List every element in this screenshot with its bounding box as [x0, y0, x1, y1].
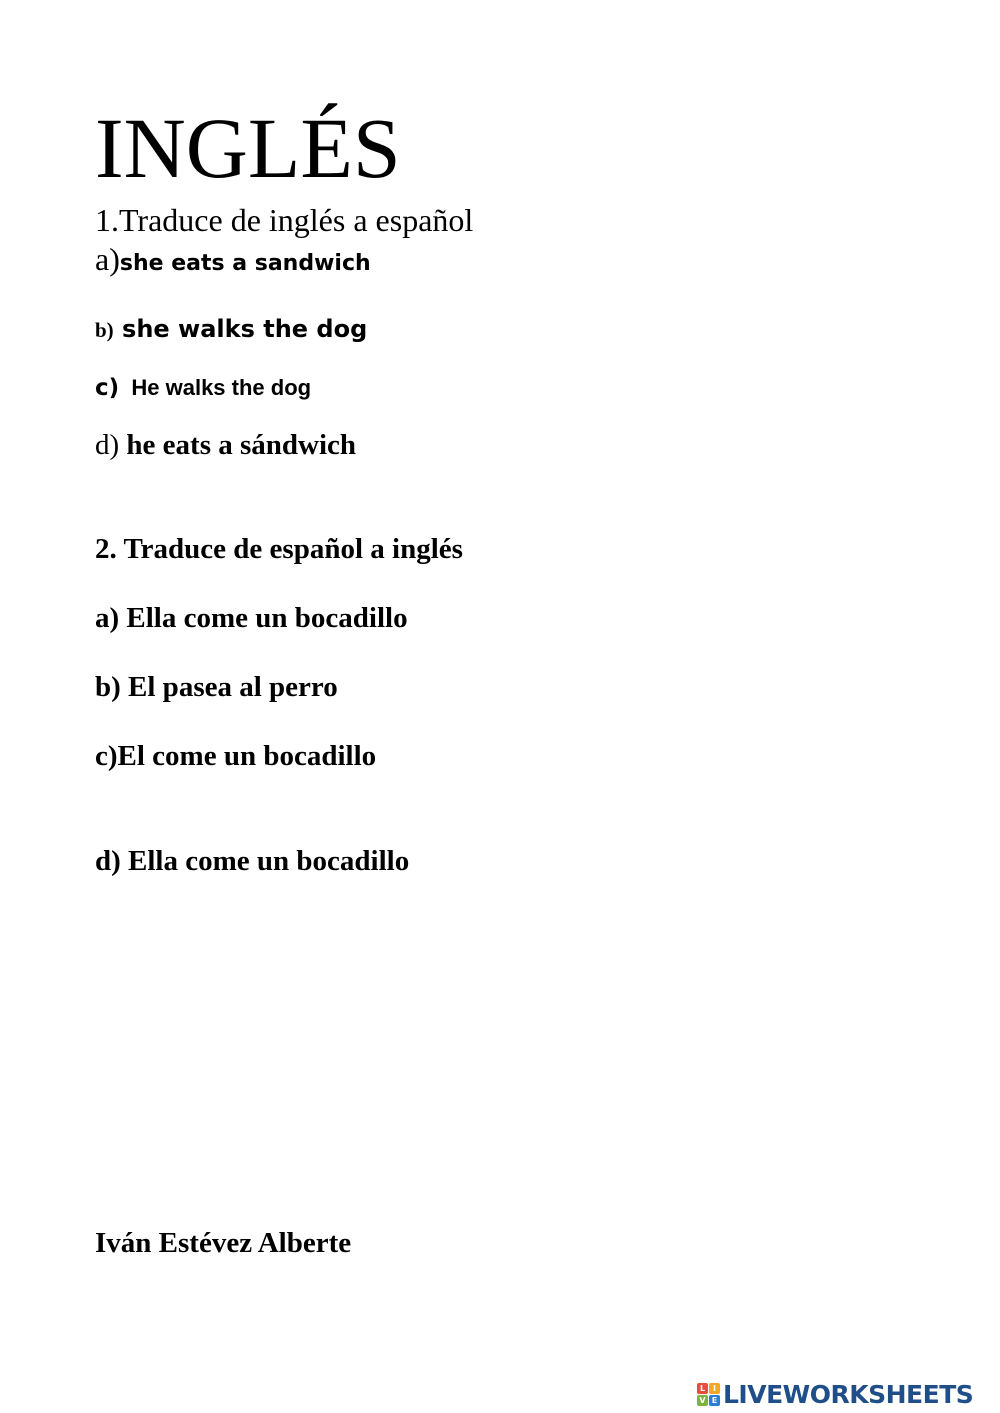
- section1-item-d: [95, 428, 356, 467]
- section1-item-b: [95, 313, 367, 349]
- logo-letter-e: E: [709, 1395, 720, 1406]
- section2-item-d: d) Ella come un bocadillo: [95, 845, 410, 877]
- item-label: a): [95, 241, 120, 277]
- section2-item-a: a) Ella come un bocadillo: [95, 602, 408, 634]
- item-text: she walks the dog: [113, 315, 368, 343]
- item-text: He walks the dog: [119, 375, 312, 400]
- section1-item-a: [95, 241, 371, 284]
- page-title: INGLÉS: [95, 100, 401, 196]
- item-text: he eats a sándwich: [119, 429, 357, 461]
- logo-letter-i: I: [709, 1383, 720, 1394]
- liveworksheets-logo: [697, 1378, 973, 1410]
- section2-heading: 2. Traduce de español a inglés: [95, 533, 463, 565]
- item-text: she eats a sandwich: [119, 251, 371, 276]
- section1-item-c: [95, 373, 311, 406]
- section2-item-b: b) El pasea al perro: [95, 671, 338, 703]
- logo-icon: [697, 1383, 720, 1406]
- item-label: d): [95, 429, 120, 461]
- author-name: Iván Estévez Alberte: [95, 1227, 352, 1259]
- section1-heading: 1.Traduce de inglés a español: [95, 202, 474, 238]
- logo-letter-v: V: [697, 1395, 708, 1406]
- item-label: b): [95, 318, 114, 342]
- item-label: c): [95, 375, 120, 401]
- section2-item-c: c)El come un bocadillo: [95, 740, 377, 772]
- logo-text: LIVEWORKSHEETS: [723, 1379, 974, 1409]
- logo-letter-l: L: [697, 1383, 708, 1394]
